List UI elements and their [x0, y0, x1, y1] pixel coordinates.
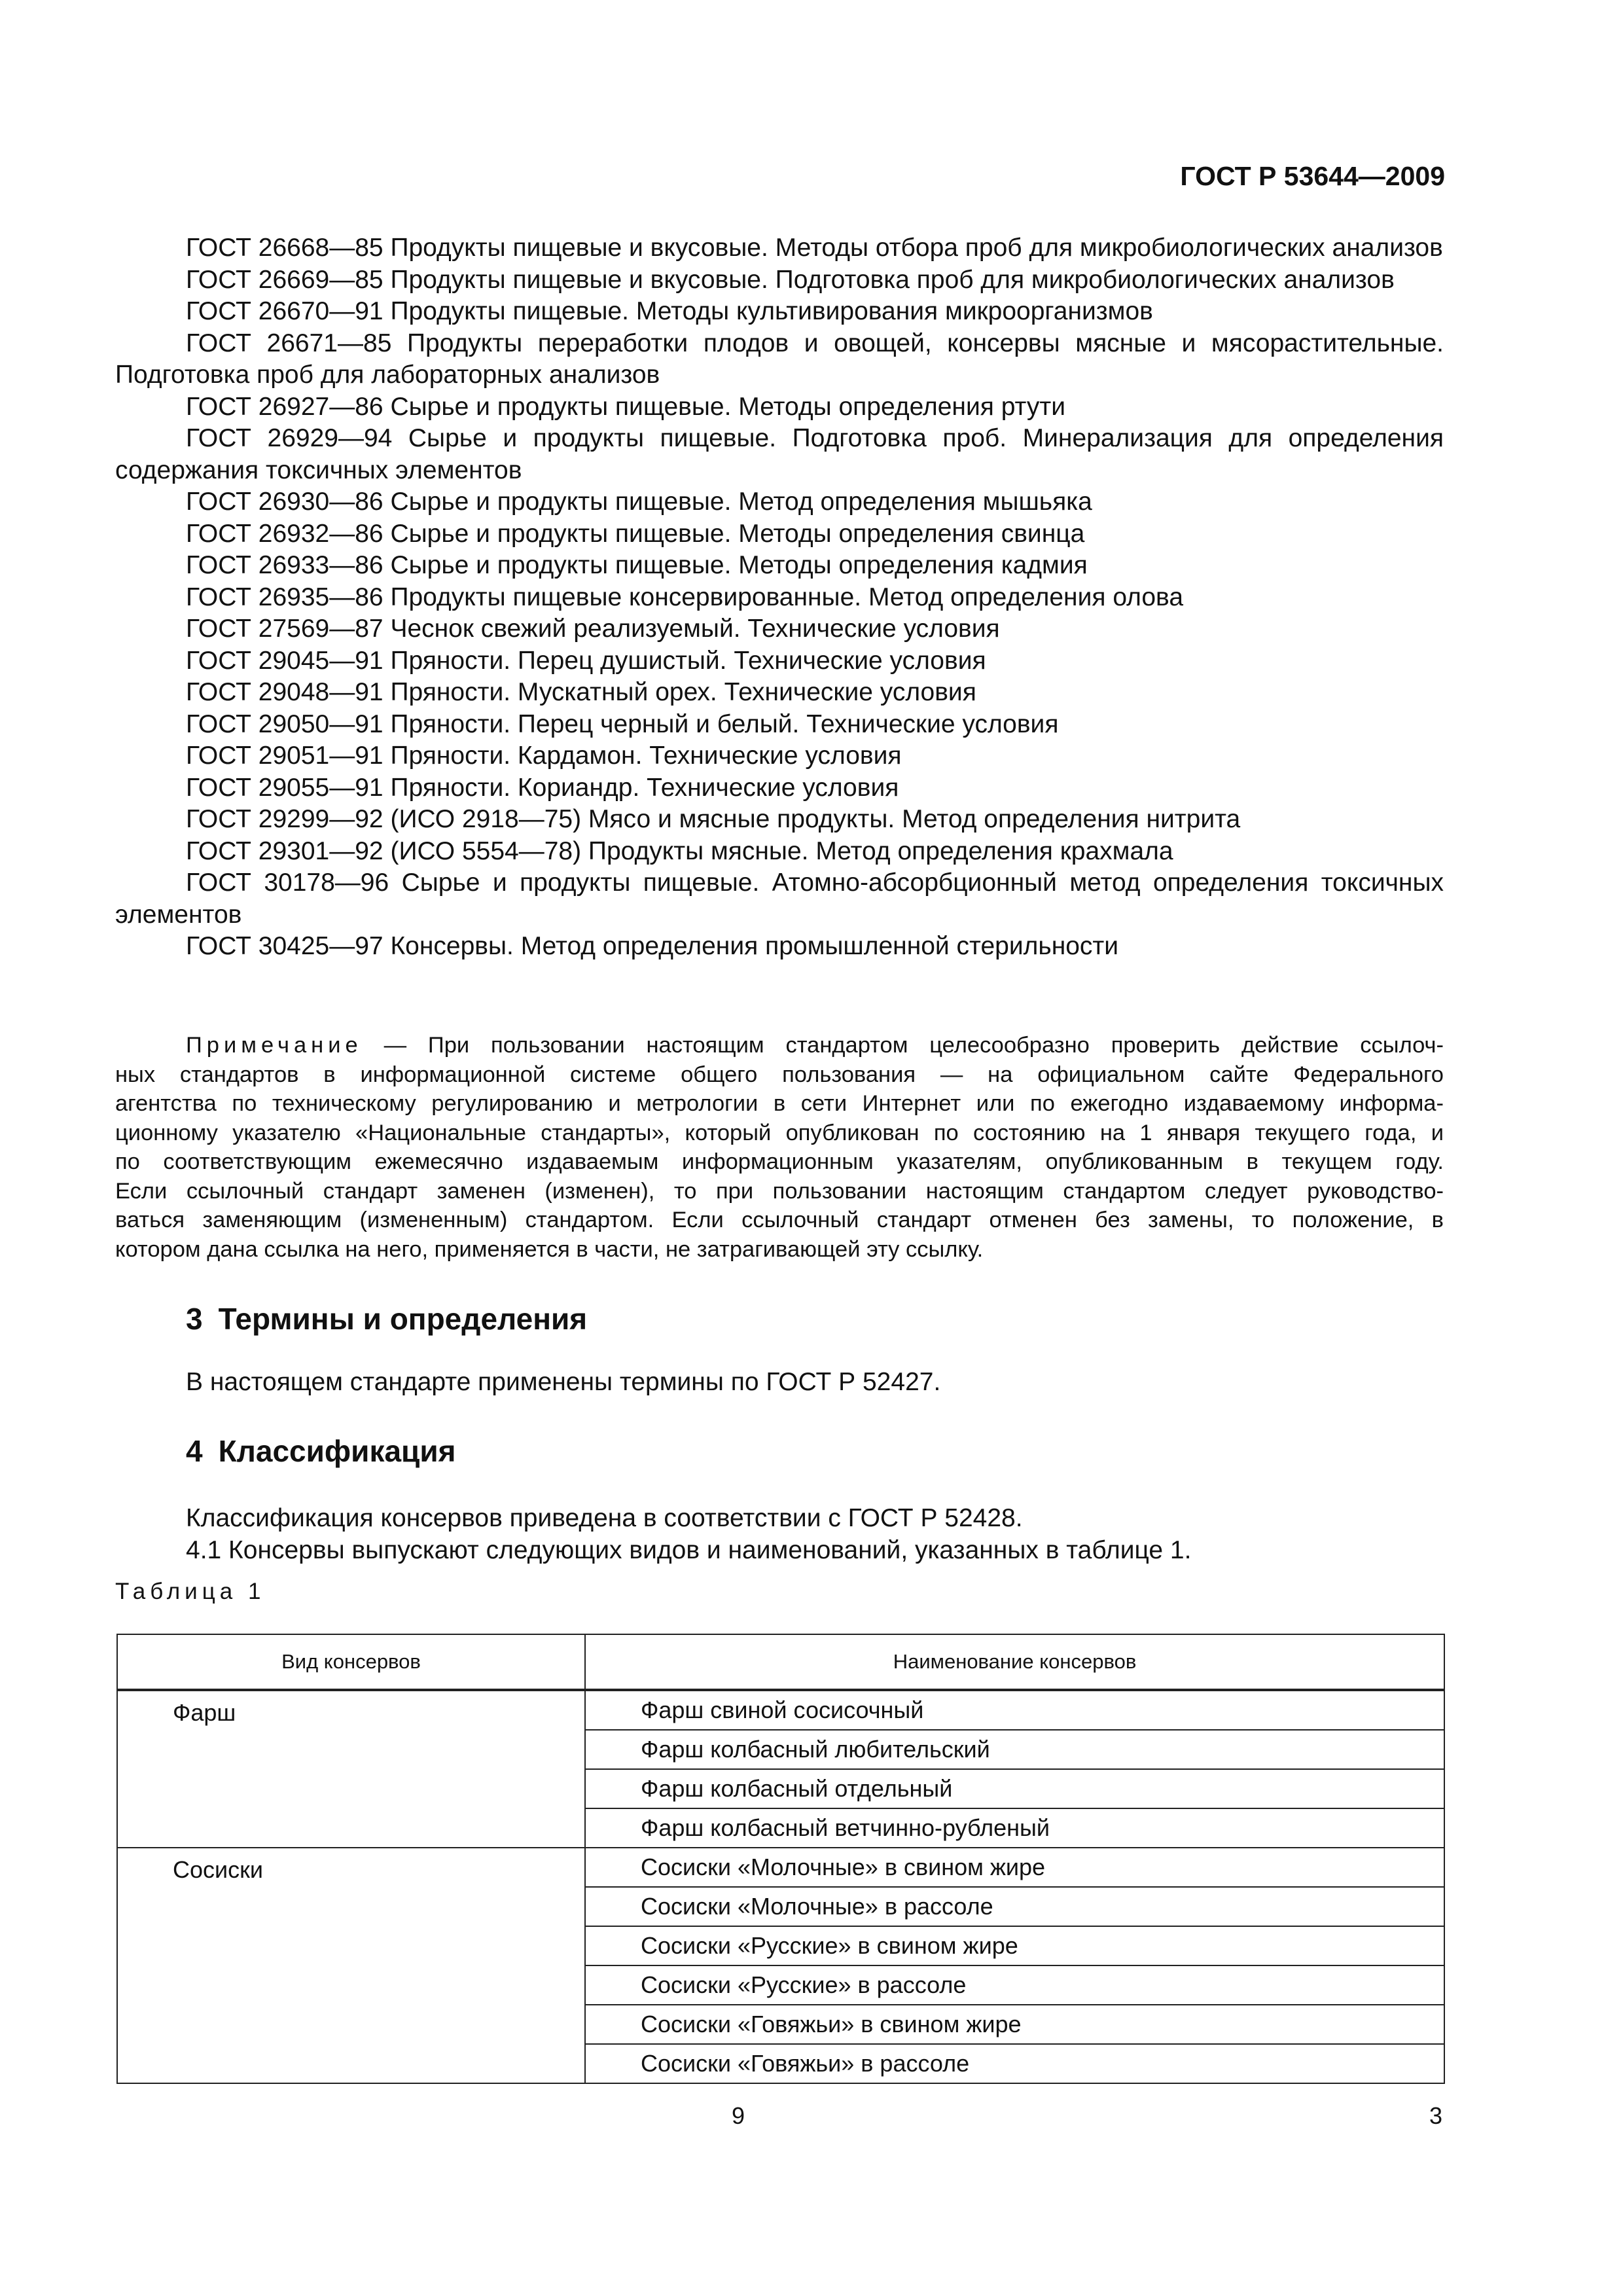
- table-1: [116, 1634, 1445, 2084]
- note-line: Если ссылочный стандарт заменен (изменен), то при пользовании настоящим стандартом следует руководство-: [115, 1178, 1444, 1204]
- page-number-right: 3: [1429, 2102, 1443, 2129]
- name-cell: Фарш колбасный любительский: [585, 1730, 1444, 1769]
- name-cell: Фарш колбасный ветчинно-рубленый: [585, 1808, 1444, 1848]
- reference-item: ГОСТ 29055—91 Пряности. Кориандр. Технические условия: [186, 773, 899, 802]
- reference-item: ГОСТ 26927—86 Сырье и продукты пищевые. Методы определения ртути: [186, 392, 1065, 421]
- section-number: 4: [186, 1434, 203, 1468]
- reference-item: ГОСТ 26930—86 Сырье и продукты пищевые. Метод определения мышьяка: [186, 488, 1092, 516]
- name-cell: Сосиски «Говяжьи» в рассоле: [585, 2044, 1444, 2083]
- reference-item: ГОСТ 29299—92 (ИСО 2918—75) Мясо и мясные продукты. Метод определения нитрита: [186, 805, 1241, 833]
- name-cell: Сосиски «Говяжьи» в свином жире: [585, 2005, 1444, 2044]
- section-3-heading: [186, 1301, 587, 1336]
- name-cell: Фарш свиной сосисочный: [585, 1690, 1444, 1730]
- reference-item: ГОСТ 29051—91 Пряности. Кардамон. Технические условия: [186, 742, 902, 770]
- table-row: [117, 1848, 1444, 1887]
- reference-item: ГОСТ 26929—94 Сырье и продукты пищевые. Подготовка проб. Минерализация для определения содержания токсичных элементов: [115, 424, 1444, 484]
- reference-item: ГОСТ 26670—91 Продукты пищевые. Методы культивирования микроорганизмов: [186, 297, 1153, 325]
- table-row: [117, 1690, 1444, 1730]
- page-number-center: 9: [732, 2102, 745, 2129]
- reference-item: ГОСТ 29050—91 Пряности. Перец черный и белый. Технические условия: [186, 709, 1059, 738]
- note-block: [115, 1031, 1444, 1264]
- section-4-heading: [186, 1433, 455, 1469]
- note-line: ваться заменяющим (измененным) стандартом. Если ссылочный стандарт отменен без замены, то положение, в: [115, 1208, 1444, 1232]
- note-line: [115, 1031, 1444, 1060]
- section-title: Термины и определения: [218, 1302, 588, 1336]
- note-line: агентства по техническому регулированию и метрологии в сети Интернет или по ежегодно издаваемому информа-: [115, 1091, 1444, 1116]
- table-header-row: [117, 1634, 1444, 1690]
- reference-item: ГОСТ 29045—91 Пряности. Перец душистый. Технические условия: [186, 646, 986, 675]
- section-3-text: В настоящем стандарте применены термины по ГОСТ Р 52427.: [186, 1368, 941, 1396]
- standard-code: ГОСТ Р 53644—2009: [1180, 161, 1445, 191]
- reference-item: ГОСТ 30425—97 Консервы. Метод определения промышленной стерильности: [186, 932, 1119, 960]
- reference-item: ГОСТ 26671—85 Продукты переработки плодов и овощей, консервы мясные и мясорастительные. Подготовка проб для лабораторных анализов: [115, 329, 1444, 389]
- clause-4-1: 4.1 Консервы выпускают следующих видов и наименований, указанных в таблице 1.: [186, 1536, 1192, 1564]
- note-line: по соответствующим ежемесячно издаваемым информационным указателям, опубликованным в текущем году.: [115, 1149, 1444, 1174]
- note-line: ных стандартов в информационной системе общего пользования — на официальном сайте Федерального: [115, 1062, 1444, 1087]
- name-cell: Сосиски «Молочные» в рассоле: [585, 1887, 1444, 1926]
- reference-item: ГОСТ 26932—86 Сырье и продукты пищевые. Методы определения свинца: [186, 519, 1085, 548]
- section-number: 3: [186, 1302, 203, 1336]
- name-cell: Сосиски «Русские» в свином жире: [585, 1926, 1444, 1965]
- section-4-text: Классификация консервов приведена в соответствии с ГОСТ Р 52428.: [186, 1504, 1023, 1532]
- name-cell: Сосиски «Русские» в рассоле: [585, 1965, 1444, 2005]
- section-title: Классификация: [218, 1434, 456, 1468]
- note-text: — При пользовании настоящим стандартом целесообразно проверить действие ссылоч-: [362, 1033, 1444, 1058]
- reference-item: ГОСТ 26933—86 Сырье и продукты пищевые. Методы определения кадмия: [186, 551, 1088, 579]
- column-header: Наименование консервов: [585, 1634, 1444, 1690]
- name-cell: Сосиски «Молочные» в свином жире: [585, 1848, 1444, 1887]
- normative-references-list: [115, 232, 1444, 963]
- reference-item: ГОСТ 29301—92 (ИСО 5554—78) Продукты мясные. Метод определения крахмала: [186, 836, 1173, 865]
- reference-item: ГОСТ 26935—86 Продукты пищевые консервированные. Метод определения олова: [186, 583, 1184, 611]
- kind-cell: Сосиски: [117, 1848, 585, 2083]
- reference-item: ГОСТ 26669—85 Продукты пищевые и вкусовые. Подготовка проб для микробиологических анализов: [186, 265, 1395, 294]
- reference-item: ГОСТ 26668—85 Продукты пищевые и вкусовые. Методы отбора проб для микробиологических анализов: [186, 234, 1443, 262]
- name-cell: Фарш колбасный отдельный: [585, 1769, 1444, 1808]
- reference-item: ГОСТ 27569—87 Чеснок свежий реализуемый. Технические условия: [186, 615, 1000, 643]
- table-caption: Таблица 1: [115, 1579, 266, 1604]
- kind-cell: Фарш: [117, 1690, 585, 1848]
- note-label: Примечание: [186, 1033, 363, 1058]
- note-line: ционному указателю «Национальные стандарты», который опубликован по состоянию на 1 января текущего года, и: [115, 1120, 1444, 1145]
- reference-item: ГОСТ 30178—96 Сырье и продукты пищевые. Атомно-абсорбционный метод определения токсичных элементов: [115, 869, 1444, 929]
- column-header: Вид консервов: [117, 1634, 585, 1690]
- reference-item: ГОСТ 29048—91 Пряности. Мускатный орех. Технические условия: [186, 678, 976, 706]
- note-line: котором дана ссылка на него, применяется в части, не затрагивающей эту ссылку.: [115, 1236, 984, 1262]
